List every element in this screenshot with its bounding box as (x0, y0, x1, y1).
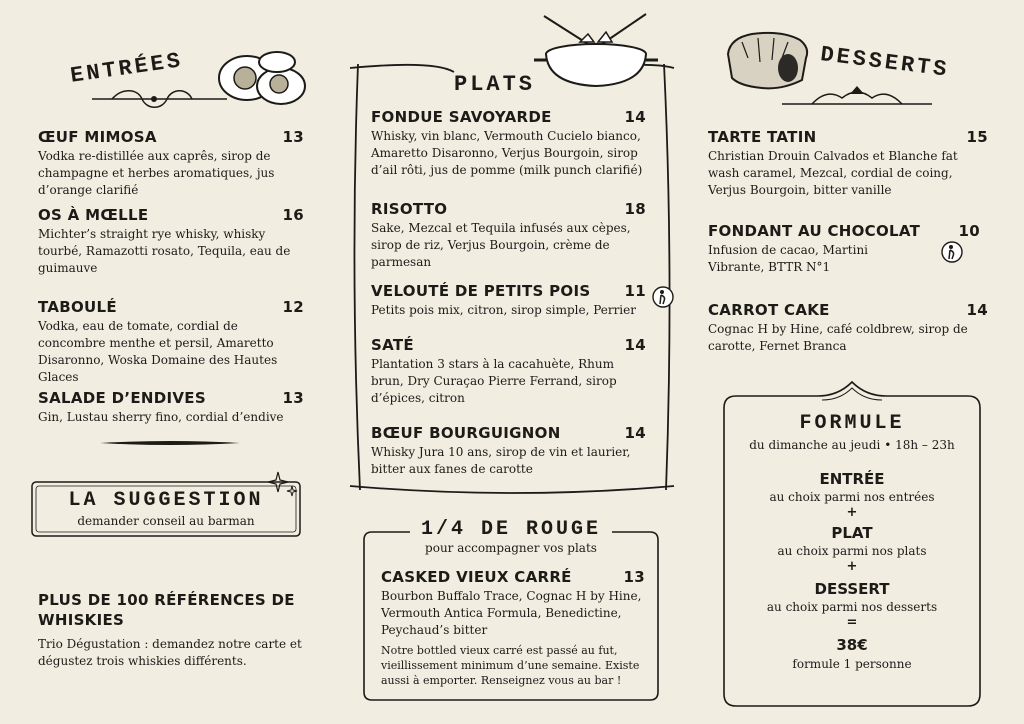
formule-plat: PLAT (831, 524, 873, 542)
item-price: 11 (624, 282, 646, 300)
item-price: 10 (958, 222, 980, 240)
rouge-subtitle: pour accompagner vos plats (425, 541, 597, 555)
item-price: 14 (624, 108, 646, 126)
item-desc: Christian Drouin Calvados et Blanche fat wash caramel, Mezcal, cordial de coing, Verjus Bourgoin, bitter vanille (708, 149, 958, 197)
item-price: 16 (282, 206, 304, 224)
item-name: CASKED VIEUX CARRÉ (381, 568, 572, 586)
item-desc: Vodka, eau de tomate, cordial de concombre menthe et persil, Amaretto Disaronno, Woska Domaine des Hautes Glaces (38, 319, 278, 384)
rouge-title: 1/4 DE ROUGE (420, 518, 602, 541)
item-name: OS À MŒLLE (38, 206, 149, 224)
desserts-title: DESSERTS (818, 42, 951, 83)
entrees-title: ENTRÉES (68, 48, 185, 89)
item-name: TARTE TATIN (708, 128, 817, 146)
dessert-item (708, 222, 980, 276)
plat-item (371, 108, 646, 179)
item-name: RISOTTO (371, 200, 448, 218)
whiskies-item (38, 590, 308, 670)
plat-item (371, 282, 646, 319)
item-price: 15 (966, 128, 988, 146)
formule-plus: + (846, 505, 858, 520)
item-name: FONDUE SAVOYARDE (371, 108, 552, 126)
item-desc: Whisky Jura 10 ans, sirop de vin et laurier, bitter aux fanes de carotte (371, 445, 631, 476)
formule-plat-sub: au choix parmi nos plats (777, 544, 927, 558)
item-desc: Whisky, vin blanc, Vermouth Cucielo bianco, Amaretto Disaronno, Verjus Bourgoin, sirop d’ail rôti, jus de pomme (milk punch clarifié) (371, 129, 643, 177)
item-name: SALADE D’ENDIVES (38, 389, 206, 407)
formule-price: 38€ (836, 636, 868, 654)
pregnant-friendly-icon (941, 241, 963, 263)
item-name: SATÉ (371, 336, 414, 354)
item-price: 13 (282, 389, 304, 407)
plat-item (371, 200, 646, 271)
item-name: PLUS DE 100 RÉFÉRENCES DE WHISKIES (38, 591, 295, 629)
formule-price-sub: formule 1 personne (792, 657, 912, 671)
entree-item (38, 206, 304, 277)
fondue-pot-icon (530, 10, 660, 90)
item-name: CARROT CAKE (708, 301, 830, 319)
plat-item (371, 424, 646, 478)
item-price: 14 (966, 301, 988, 319)
item-desc: Gin, Lustau sherry fino, cordial d’endive (38, 410, 284, 424)
item-desc: Bourbon Buffalo Trace, Cognac H by Hine, Vermouth Antica Formula, Benedictine, Peychaud’s bitter (381, 589, 642, 637)
plat-item (371, 336, 646, 407)
dessert-item (708, 301, 988, 355)
entree-item (38, 389, 304, 426)
formule-dessert: DESSERT (814, 580, 890, 598)
formule-plus: + (846, 559, 858, 574)
mimosa-eggs-icon (215, 48, 310, 110)
formule-dessert-sub: au choix parmi nos desserts (766, 600, 938, 614)
plats-title: PLATS (454, 72, 536, 97)
formule-entree-sub: au choix parmi nos entrées (769, 490, 935, 504)
entree-item (38, 128, 304, 199)
item-desc: Trio Dégustation : demandez notre carte et dégustez trois whiskies différents. (38, 637, 302, 668)
item-desc: Plantation 3 stars à la cacahuète, Rhum brun, Dry Curaçao Pierre Ferrand, sirop d’épices, citron (371, 357, 617, 405)
ornament-divider-icon (92, 88, 227, 110)
pregnant-friendly-icon (652, 286, 674, 308)
item-name: BŒUF BOURGUIGNON (371, 424, 561, 442)
formule-title: FORMULE (799, 412, 905, 435)
rouge-item (381, 568, 645, 688)
item-price: 13 (623, 568, 645, 586)
suggestion-subtitle: demander conseil au barman (77, 514, 255, 528)
item-desc: Michter’s straight rye whisky, whisky tourbé, Ramazotti rosato, Tequila, eau de guimauve (38, 227, 291, 275)
formule-equals: = (846, 615, 858, 630)
item-price: 18 (624, 200, 646, 218)
item-desc: Sake, Mezcal et Tequila infusés aux cèpes, sirop de riz, Verjus Bourgoin, crème de parmesan (371, 221, 631, 269)
item-desc: Petits pois mix, citron, sirop simple, Perrier (371, 303, 636, 317)
item-name: ŒUF MIMOSA (38, 128, 157, 146)
item-price: 14 (624, 336, 646, 354)
entree-item (38, 298, 304, 386)
item-name: FONDANT AU CHOCOLAT (708, 222, 921, 240)
item-desc: Vodka re-distillée aux caprês, sirop de champagne et herbes aromatiques, jus d’orange clarifié (38, 149, 275, 197)
item-price: 12 (282, 298, 304, 316)
rouge-note: Notre bottled vieux carré est passé au fut, vieillissement minimum d’une semaine. Existe aussi à emporter. Renseignez vous au bar ! (381, 644, 640, 687)
item-name: TABOULÉ (38, 298, 117, 316)
item-name: VELOUTÉ DE PETITS POIS (371, 282, 591, 300)
suggestion-title: LA SUGGESTION (68, 489, 264, 512)
item-desc: Infusion de cacao, Martini Vibrante, BTTR N°1 (708, 243, 869, 274)
dessert-item (708, 128, 988, 199)
formule-entree: ENTRÉE (819, 470, 885, 488)
divider-line (100, 438, 240, 448)
item-price: 13 (282, 128, 304, 146)
formule-schedule: du dimanche au jeudi • 18h – 23h (749, 438, 955, 452)
item-price: 14 (624, 424, 646, 442)
ornament-crest-icon (782, 84, 932, 110)
item-desc: Cognac H by Hine, café coldbrew, sirop de carotte, Fernet Branca (708, 322, 968, 353)
